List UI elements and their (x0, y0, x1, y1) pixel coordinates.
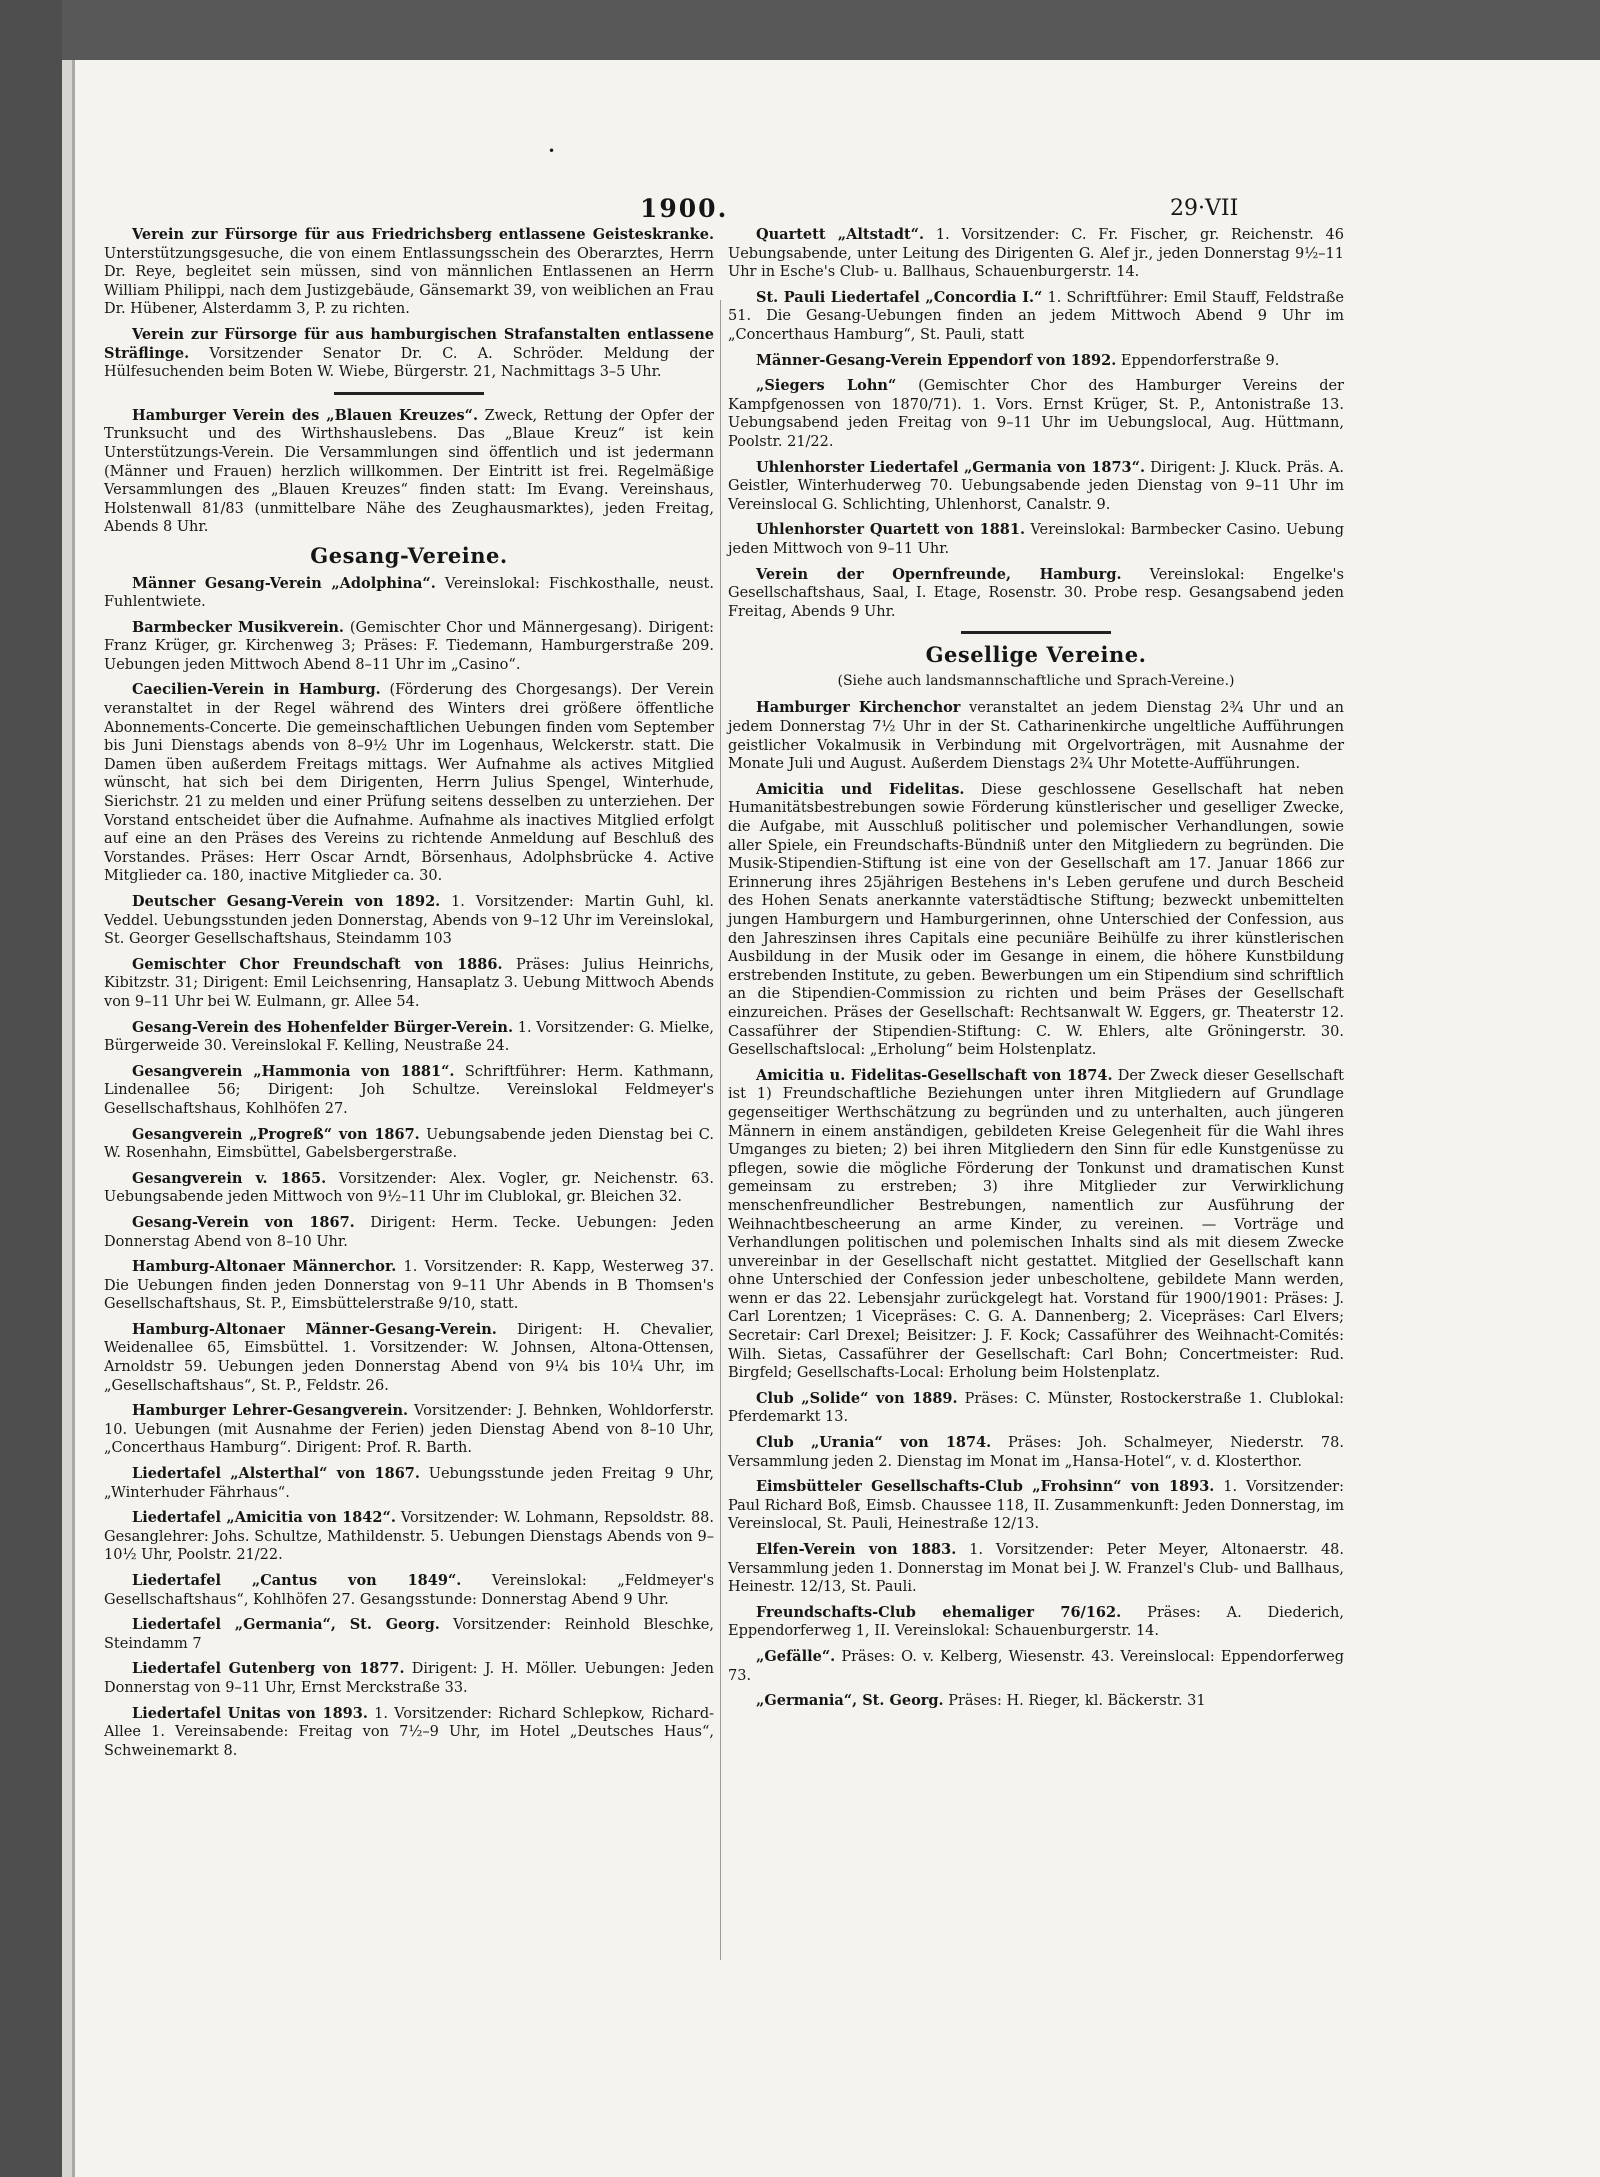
scan-background-left (0, 0, 62, 2177)
entry-name: Barmbecker Musikverein. (132, 618, 344, 636)
directory-entry (104, 619, 714, 675)
entry-text: 1. Vorsitzender: Richard Schlepkow, Richard-Allee 1. Vereinsabende: Freitag von 7½–9 Uhr, im Hotel „Deutsches Haus“, Schweinemarkt 8. (104, 1705, 715, 1759)
directory-entry (104, 1616, 714, 1653)
entry-text: 1. Vorsitzender: Martin Guhl, kl. Veddel. Uebungsstunden jeden Donnerstag, Abends von 9–12 Uhr im Vereinslokal, St. Georger Gesellschaftshaus, Steindamm 103 (104, 894, 715, 948)
entry-name: Hamburg-Altonaer Männerchor. (132, 1258, 397, 1276)
entry-name: Liedertafel „Cantus von 1849“. (132, 1572, 462, 1589)
directory-entry (728, 289, 1344, 345)
directory-entry (728, 226, 1344, 282)
entry-name: Männer Gesang-Verein „Adolphina“. (132, 574, 436, 592)
entry-text: Eppendorferstraße 9. (1120, 352, 1280, 369)
directory-entry (104, 1214, 714, 1251)
entry-name: Liedertafel „Germania“, St. Georg. (132, 1616, 440, 1634)
entry-name: Hamburger Verein des „Blauen Kreuzes“. (132, 406, 479, 424)
entry-text: Der Zweck dieser Gesellschaft ist 1) Freundschaftliche Beziehungen unter ihren Mitgliedern auf Grundlage gegenseitiger Werthschätzung zu begründen und zu unterhalten, auch jüngeren Männern in einem anständigen, gebildeten Kreise Gelegenheit für die Wahl ihres Umganges zu bieten; 2) bei ihren Mitgliedern den Sinn für edle Kunstgenüsse zu pflegen, sowie die mögliche Förderung der Tonkunst und dramatischen Kunst gemeinsam zu erstreben; 3) ihre Mitglieder zur Verwirklichung menschenfreundlicher Bestrebungen, namentlich zur Ausführung der Weihnachtbescheerung an arme Kinder, zu vereinen. — Vorträge und Verhandlungen politischen und polemischen Inhalts sind als mit diesem Zwecke unvereinbar in der Gesellschaft nicht gestattet. Mitglied der Gesellschaft kann ohne Unterschied der Confession jeder unbescholtene, gebildete Mann werden, wenn er das 22. Lebensjahr zurückgelegt hat. Vorstand für 1900/1901: Präses: J. Carl Lorentzen; 1 Vicepräses: C. G. A. Dannenberg; 2. Vicepräses: Carl Elvers; Secretair: Carl Drexel; Beisitzer: J. F. Kock; Cassaführer des Weihnacht-Comités: Wilh. Sietas, Cassaführer der Gesellschaft: Carl Bohn; Concertmeister: Rud. Birgfeld; Gesellschafts-Local: Erholung beim Holstenplatz. (728, 1067, 1344, 1382)
entry-name: Hamburg-Altonaer Männer-Gesang-Verein. (132, 1320, 497, 1338)
entry-name: Gesangverein „Progreß“ von 1867. (132, 1125, 420, 1143)
entry-text: Dirigent: J. Kluck. Präs. A. Geistler, Winterhuderweg 70. Uebungsabende jeden Dienstag von 9–11 Uhr im Vereinslocal G. Schlichting, Uhlenhorst, Canalstr. 9. (728, 459, 1344, 513)
section-title-gesellige-vereine: Gesellige Vereine. (925, 642, 1147, 668)
directory-entry (104, 575, 714, 612)
page-year: 1900. (640, 194, 729, 223)
entry-name: Eimsbütteler Gesellschafts-Club „Frohsinn“ von 1893. (756, 1478, 1215, 1496)
page-reference: 29·VII (1170, 196, 1239, 221)
entry-text: (Förderung des Chorgesangs). Der Verein veranstaltet in der Regel während des Winters drei größere öffentliche Abonnements-Concerte. Die gemeinschaftlichen Uebungen finden vom September bis Juni Dienstags abends von 8–9½ Uhr im Logenhaus, Welckerstr. statt. Die Damen üben außerdem Freitags mittags. Wer Aufnahme als actives Mitglied wünscht, hat sich bei dem Dirigenten, Herrn Julius Spengel, Winterhude, Sierichstr. 21 zu melden und einer Prüfung seitens desselben zu unterziehen. Der Vorstand entscheidet über die Aufnahme. Aufnahme als inactives Mitglied erfolgt auf eine an den Präses des Vereins zu richtende Anmeldung auf Beschluß des Vorstandes. Präses: Herr Oscar Arndt, Börsenhaus, Adolphsbrücke 4. Active Mitglieder ca. 180, inactive Mitglieder ca. 30. (104, 682, 714, 885)
entry-text: Vorsitzender: Reinhold Bleschke, Steindamm 7 (104, 1617, 714, 1652)
page-fold-shadow (62, 60, 72, 2177)
directory-entry (728, 781, 1344, 1060)
directory-entry (728, 1067, 1344, 1383)
directory-entry (728, 521, 1344, 558)
entry-name: Club „Urania“ von 1874. (756, 1434, 992, 1452)
directory-entry (104, 1705, 714, 1761)
entry-name: Gesang-Verein von 1867. (132, 1213, 355, 1231)
entry-name: Uhlenhorster Quartett von 1881. (756, 521, 1026, 539)
entry-name: Elfen-Verein von 1883. (756, 1541, 957, 1558)
entry-text: Präses: H. Rieger, kl. Bäckerstr. 31 (948, 1693, 1206, 1710)
entry-text: Präses: O. v. Kelberg, Wiesenstr. 43. Vereinslocal: Eppendorferweg 73. (728, 1648, 1345, 1684)
directory-entry (728, 1478, 1344, 1534)
directory-entry (104, 1126, 714, 1163)
directory-entry (104, 1402, 714, 1458)
entry-name: Gemischter Chor Freundschaft von 1886. (132, 955, 503, 973)
directory-entry (728, 699, 1344, 773)
scan-background-top (0, 0, 1600, 60)
directory-entry (104, 956, 714, 1012)
entry-text: 1. Vorsitzender: Paul Richard Boß, Eimsb. Chaussee 118, II. Zusammenkunft: Jeden Donnerstag, im Vereinslocal, St. Pauli, Heinestraße 12/13. (728, 1479, 1345, 1533)
directory-entry (728, 1604, 1344, 1641)
entry-text: 1. Vorsitzender: R. Kapp, Westerweg 37. Die Uebungen finden jeden Donnerstag von 9–11 Uhr Abends in B Thomsen's Gesellschaftshaus, St. P., Eimsbüttelerstraße 9/10, statt. (104, 1259, 715, 1313)
directory-entry (104, 226, 714, 319)
entry-name: Verein zur Fürsorge für aus Friedrichsberg entlassene Geisteskranke. (132, 226, 714, 243)
entry-text: Dirigent: J. H. Möller. Uebungen: Jeden Donnerstag von 9–11 Uhr, Ernst Merckstraße 33. (104, 1661, 715, 1696)
entry-name: Gesangverein v. 1865. (132, 1169, 327, 1187)
directory-entry (104, 681, 714, 886)
right-column (728, 226, 1344, 1718)
entry-name: Caecilien-Verein in Hamburg. (132, 681, 381, 699)
entry-name: Amicitia u. Fidelitas-Gesellschaft von 1874. (756, 1066, 1113, 1084)
entry-name: Liedertafel „Alsterthal“ von 1867. (132, 1465, 420, 1483)
entry-name: Liedertafel Gutenberg von 1877. (132, 1660, 405, 1678)
directory-entry (104, 893, 714, 949)
entry-name: Deutscher Gesang-Verein von 1892. (132, 893, 441, 910)
entry-text: Dirigent: Herm. Tecke. Uebungen: Jeden Donnerstag Abend von 8–10 Uhr. (104, 1214, 714, 1250)
entry-text: 1. Vorsitzender: Peter Meyer, Altonaerstr. 48. Versammlung jeden 1. Donnerstag im Monat bei J. W. Franzel's Club- und Ballhaus, Heinestr. 12/13, St. Pauli. (728, 1542, 1345, 1596)
section-rule (334, 392, 484, 395)
entry-text: Präses: Julius Heinrichs, Kibitzstr. 31; Dirigent: Emil Leichsenring, Hansaplatz 3. Uebung Mittwoch Abends von 9–11 Uhr bei W. Eulmann, gr. Allee 54. (104, 956, 715, 1010)
print-mark: • (548, 144, 556, 158)
entry-text: Präses: A. Diederich, Eppendorferweg 1, II. Vereinslokal: Schauenburgerstr. 14. (728, 1604, 1345, 1640)
entry-name: „Siegers Lohn“ (756, 377, 897, 395)
entry-name: Verein zur Fürsorge für aus hamburgischen Strafanstalten entlassene Sträflinge. (104, 325, 714, 362)
entry-text: Präses: Joh. Schalmeyer, Niederstr. 78. Versammlung jeden 2. Dienstag im Monat im „Hansa-Hotel“, v. d. Klosterthor. (728, 1435, 1344, 1470)
entry-name: St. Pauli Liedertafel „Concordia I.“ (756, 288, 1043, 306)
directory-entry (728, 1692, 1344, 1711)
entry-name: „Gefälle“. (756, 1647, 836, 1665)
entry-text: Vorsitzender: W. Lohmann, Repsoldstr. 88. Gesanglehrer: Johs. Schultze, Mathildenstr. 5. Uebungen Dienstags Abends von 9–10½ Uhr, Poolstr. 21/22. (104, 1510, 715, 1564)
directory-entry (728, 352, 1344, 371)
column-divider (720, 300, 721, 1960)
directory-entry (728, 1648, 1344, 1685)
entry-name: Verein der Opernfreunde, Hamburg. (756, 565, 1122, 583)
entry-name: Uhlenhorster Liedertafel „Germania von 1873“. (756, 458, 1146, 476)
entry-name: Club „Solide“ von 1889. (756, 1389, 958, 1407)
entry-name: Quartett „Altstadt“. (756, 226, 925, 243)
entry-name: Amicitia und Fidelitas. (756, 780, 965, 798)
entry-text: (Gemischter Chor und Männergesang). Dirigent: Franz Krüger, gr. Kirchenweg 3; Präses: F. Tiedemann, Hamburgerstraße 209. Uebungen jeden Mittwoch Abend 8–11 Uhr im „Casino“. (104, 619, 715, 673)
entry-text: 1. Schriftführer: Emil Stauff, Feldstraße 51. Die Gesang-Uebungen finden an jedem Mittwoch Abend 9 Uhr im „Concerthaus Hamburg“, St. Pauli, statt (728, 289, 1344, 343)
directory-entry (728, 1541, 1344, 1597)
entry-name: Freundschafts-Club ehemaliger 76/162. (756, 1603, 1122, 1621)
entry-text: 1. Vorsitzender: G. Mielke, Bürgerweide 30. Vereinslokal F. Kelling, Neustraße 24. (104, 1019, 714, 1055)
entry-text: Vereinslokal: Barmbecker Casino. Uebung jeden Mittwoch von 9–11 Uhr. (728, 522, 1344, 557)
directory-entry (104, 1258, 714, 1314)
entry-text: Vereinslokal: Fischkosthalle, neust. Fuhlentwiete. (104, 575, 714, 611)
directory-entry (728, 566, 1344, 622)
entry-name: Gesang-Verein des Hohenfelder Bürger-Verein. (132, 1018, 514, 1036)
page-fold-line (72, 60, 75, 2177)
section-note: (Siehe auch landsmannschaftliche und Sprach-Vereine.) (837, 672, 1235, 689)
directory-entry (104, 1660, 714, 1697)
entry-text: Uebungsstunde jeden Freitag 9 Uhr, „Winterhuder Fährhaus“. (104, 1466, 715, 1501)
directory-entry (104, 1063, 714, 1119)
entry-name: Gesangverein „Hammonia von 1881“. (132, 1062, 455, 1080)
directory-entry (728, 459, 1344, 515)
directory-entry (104, 1019, 714, 1056)
directory-entry (104, 1170, 714, 1207)
entry-text: Schriftführer: Herm. Kathmann, Lindenallee 56; Dirigent: Joh Schultze. Vereinslokal Feldmeyer's Gesellschaftshaus, Kohlhöfen 27. (104, 1063, 714, 1117)
entry-text: Vorsitzender Senator Dr. C. A. Schröder. Meldung der Hülfesuchenden beim Boten W. Wiebe, Bürgerstr. 21, Nachmittags 3–5 Uhr. (104, 345, 715, 381)
entry-text: Unterstützungsgesuche, die von einem Entlassungsschein des Oberarztes, Herrn Dr. Reye, begleitet sein müssen, sind von männlichen Entlassenen an Herrn William Philippi, nach dem Justizgebäude, Gänsemarkt 39, von weiblichen an Frau Dr. Hübener, Alsterdamm 3, P. zu richten. (104, 245, 714, 318)
entry-text: (Gemischter Chor des Hamburger Vereins der Kampfgenossen von 1870/71). 1. Vors. Ernst Krüger, St. P., Antonistraße 13. Uebungsabend jeden Freitag von 9–11 Uhr im Uebungslocal, Aug. Hüttmann, Poolstr. 21/22. (728, 378, 1344, 450)
entry-name: Männer-Gesang-Verein Eppendorf von 1892. (756, 351, 1117, 369)
entry-text: Diese geschlossene Gesellschaft hat neben Humanitätsbestrebungen sowie Förderung künstlerischer und geselliger Zwecke, die Aufgabe, mit Ausschluß politischer und polemischer Verhandlungen, sowie aller Spiele, ein Freundschafts-Bündniß unter den Mitgliedern zu begründen. Die Musik-Stipendien-Stiftung ist eine von der Gesellschaft am 17. Januar 1866 zur Erinnerung ihres 25jährigen Bestehens in's Leben gerufene und durch Bescheid des Hohen Senats anerkannte vaterstädtische Stiftung; bezweckt unbemittelten jungen Hamburgern und Hamburgerinnen, ohne Unterschied der Confession, aus den Jahreszinsen ihres Capitals eine pecuniäre Beihülfe zu ihrer künstlerischen Ausbildung in der Musik oder im Gesange in einem, die höhere Kunstbildung erstrebenden Institute, zu geben. Bewerbungen um ein Stipendium sind schriftlich an die Stipendien-Commission zu richten und beim Präses der Gesellschaft einzureichen. Präses der Gesellschaft: Rechtsanwalt W. Eggers, gr. Theaterstr 12. Cassaführer der Stipendien-Stiftung: C. W. Ehlers, alte Gröningerstr. 30. Gesellschaftslocal: „Erholung“ beim Holstenplatz. (728, 781, 1344, 1059)
directory-entry (104, 326, 714, 382)
directory-entry (728, 1390, 1344, 1427)
entry-text: Präses: C. Münster, Rostockerstraße 1. Clublokal: Pferdemarkt 13. (728, 1390, 1345, 1426)
entry-name: Hamburger Lehrer-Gesangverein. (132, 1402, 409, 1420)
entry-name: Hamburger Kirchenchor (756, 699, 961, 717)
entry-name: Liedertafel „Amicitia von 1842“. (132, 1509, 396, 1527)
directory-entry (728, 1434, 1344, 1471)
directory-entry (104, 407, 714, 537)
directory-entry (104, 1572, 714, 1609)
entry-text: Uebungsabende jeden Dienstag bei C. W. Rosenhahn, Eimsbüttel, Gabelsbergerstraße. (104, 1126, 714, 1162)
directory-entry (104, 1509, 714, 1565)
directory-entry (104, 1321, 714, 1395)
entry-name: „Germania“, St. Georg. (756, 1692, 944, 1710)
entry-name: Liedertafel Unitas von 1893. (132, 1704, 368, 1722)
section-rule (961, 631, 1111, 634)
entry-text: Dirigent: H. Chevalier, Weidenallee 65, Eimsbüttel. 1. Vorsitzender: W. Johnsen, Altona-Ottensen, Arnoldstr 59. Uebungen jeden Donnerstag Abend von 9¼ bis 10¼ Uhr, im „Gesellschaftshaus“, St. P., Feldstr. 26. (104, 1321, 714, 1394)
section-title-gesang-vereine: Gesang-Vereine. (310, 542, 508, 568)
entry-text: 1. Vorsitzender: C. Fr. Fischer, gr. Reichenstr. 46 Uebungsabende, unter Leitung des Dirigenten G. Alef jr., jeden Donnerstag 9½–11 Uhr in Esche's Club- u. Ballhaus, Schauenburgerstr. 14. (728, 227, 1344, 281)
directory-entry (104, 1465, 714, 1502)
directory-entry (728, 377, 1344, 451)
entry-text: veranstaltet an jedem Dienstag 2¾ Uhr und an jedem Donnerstag 7½ Uhr in der St. Catharinenkirche ungeltliche Aufführungen geistlicher Vokalmusik in Verbindung mit Orgelvorträgen, mit Ausnahme der Monate Juli und August. Außerdem Dienstags 2¾ Uhr Motette-Aufführungen. (728, 700, 1344, 773)
entry-text: Vorsitzender: Alex. Vogler, gr. Neichenstr. 63. Uebungsabende jeden Mittwoch von 9½–11 Uhr im Clublokal, gr. Bleichen 32. (104, 1170, 714, 1206)
entry-text: Vereinslokal: Engelke's Gesellschaftshaus, Saal, I. Etage, Rosenstr. 30. Probe resp. Gesangsabend jeden Freitag, Abends 9 Uhr. (728, 566, 1344, 620)
entry-text: Vorsitzender: J. Behnken, Wohldorferstr. 10. Uebungen (mit Ausnahme der Ferien) jeden Dienstag Abend von 8–10 Uhr, „Concerthaus Hamburg“. Dirigent: Prof. R. Barth. (104, 1403, 715, 1457)
entry-text: Zweck, Rettung der Opfer der Trunksucht und des Wirthshauslebens. Das „Blaue Kreuz“ ist kein Unterstützungs-Verein. Die Versammlungen sind öffentlich und ist jedermann (Männer und Frauen) herzlich willkommen. Der Eintritt ist frei. Regelmäßige Versammlungen des „Blauen Kreuzes“ finden statt: Im Evang. Vereinshaus, Holstenwall 81/83 (unmittelbare Nähe des Zeughausmarktes), jeden Freitag, Abends 8 Uhr. (104, 407, 714, 536)
left-column (104, 226, 714, 1767)
entry-text: Vereinslokal: „Feldmeyer's Gesellschaftshaus“, Kohlhöfen 27. Gesangsstunde: Donnerstag Abend 9 Uhr. (104, 1573, 715, 1608)
